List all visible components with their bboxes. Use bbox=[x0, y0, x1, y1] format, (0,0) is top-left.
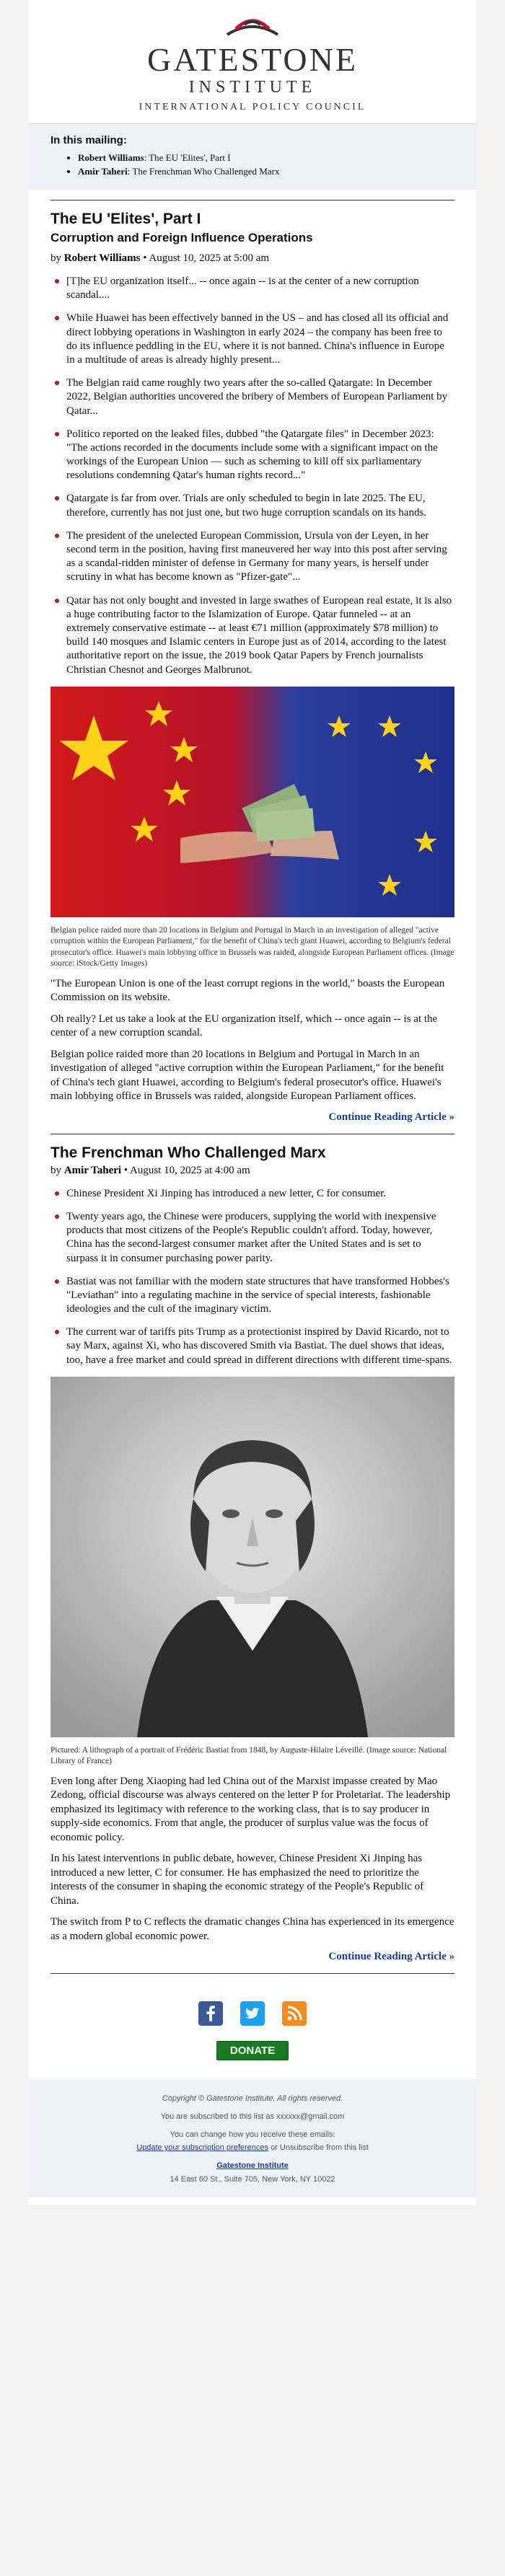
rss-icon[interactable] bbox=[282, 2001, 307, 2026]
summary-bullet: While Huawei has been effectively banned in the US – and has closed all its official and direct lobbying operations in Washington in early 2024 – the company has been free to do its influence peddling in the EU, where it is not banned. China's influence in Europe in a multitude of areas is already highly present... bbox=[50, 312, 454, 367]
body-paragraph: Even long after Deng Xiaoping had led China out of the Marxist impasse created by Mao Zedong, official discourse was always centered on the letter P for Proletariat. The leadership emphasized its legitimacy with reference to the working class, that is to say producer in supply-side economics. From that angle, the producer of surplus value was the focus of economic policy. bbox=[50, 1775, 451, 1843]
preferences-notice: You can change how you receive these emails: bbox=[170, 2130, 335, 2139]
summary-bullet: Chinese President Xi Jinping has introduced a new letter, C for consumer. bbox=[50, 1187, 454, 1201]
by-label: by bbox=[50, 1164, 61, 1176]
article-image-bastiat-portrait[interactable] bbox=[50, 1377, 454, 1741]
email-footer bbox=[29, 2079, 476, 2197]
facebook-icon[interactable] bbox=[198, 2001, 223, 2026]
summary-bullet: Qatargate is far from over. Trials are only scheduled to begin in late 2025. The EU, therefore, currently has not just one, but two huge corruption scandals on its hands. bbox=[50, 492, 454, 519]
body-paragraph: The switch from P to C reflects the dramatic changes China has experienced in its emergence as a modern global economic power. bbox=[50, 1916, 454, 1942]
article-eu-elites bbox=[50, 211, 454, 1124]
article-byline bbox=[50, 1165, 454, 1177]
donate-button[interactable]: DONATE bbox=[216, 2041, 289, 2060]
social-links bbox=[50, 1984, 454, 2068]
article-date: • August 10, 2025 at 4:00 am bbox=[123, 1164, 250, 1176]
twitter-icon[interactable] bbox=[240, 2001, 265, 2026]
summary-bullet: [T]he EU organization itself... -- once again -- is at the center of a new corruption scandal.... bbox=[50, 275, 454, 302]
contents-item[interactable] bbox=[78, 166, 454, 177]
body-paragraph: In his latest interventions in public debate, however, Chinese President Xi Jinping has introduced a new letter, C for consumer. He has emphasized the need to prioritize the interests of the consumer in shaping the economic strategy of the People's Republic of China. bbox=[50, 1853, 424, 1907]
by-label: by bbox=[50, 252, 61, 264]
mailing-address: 14 East 60 St., Suite 705, New York, NY 10022 bbox=[170, 2174, 335, 2184]
contents-title: : The EU 'Elites', Part I bbox=[144, 152, 231, 163]
summary-bullet: The president of the unelected European Commission, Ursula von der Leyen, in her second term in the position, having first maneuvered her way into this post after serving as a scandal-ridden minister of defense in Germany for many years, is herself under scrutiny in what has become known as "Pfizer-gate"... bbox=[50, 529, 454, 585]
mailing-contents bbox=[29, 123, 476, 190]
email-container bbox=[29, 0, 476, 2205]
body-paragraph: Oh really? Let us take a look at the EU organization itself, which -- once again -- is at the center of a new corruption scandal. bbox=[50, 1013, 438, 1039]
brand-subtitle: INSTITUTE bbox=[188, 78, 317, 97]
summary-bullets bbox=[50, 275, 454, 677]
image-caption: Belgian police raided more than 20 locations in Belgium and Portugal in March in an investigation of alleged "active corruption within the European Parliament," for the benefit of China's tech giant Huawei, according to Belgium's federal prosecutor's office. Huawei's main lobbying office in Brussels was raided, alongside European Parliament offices. (Image source: iStock/Getty Images) bbox=[50, 925, 454, 969]
summary-bullet: Twenty years ago, the Chinese were producers, supplying the world with inexpensive products that most citizens of the People's Republic couldn't afford. Today, however, China has the second-largest consumer market after the United States and is set to surpass it in consumer purchasing power parity. bbox=[50, 1210, 454, 1266]
contents-author: Amir Taheri bbox=[78, 166, 128, 177]
continue-reading-anchor[interactable]: Continue Reading Article » bbox=[328, 1951, 454, 1963]
summary-bullets bbox=[50, 1187, 454, 1367]
summary-bullet: Politico reported on the leaked files, dubbed "the Qatargate files" in December 2023: "The actions recorded in the documents include some with a significant impact on the workings of the European Union — such as scheming to kill off six parliamentary resolutions condemning Qatar's human rights record..." bbox=[50, 428, 454, 483]
author-name[interactable]: Robert Williams bbox=[63, 252, 141, 264]
divider bbox=[50, 1973, 454, 1974]
body-paragraph: "The European Union is one of the least corrupt regions in the world," boasts the European Commission on its website. bbox=[50, 977, 445, 1004]
summary-bullet: Qatar has not only bought and invested in large swathes of European real estate, it is also a huge contributing factor to the Islamization of Europe. Qatar funneled -- at an extremely conservative estimate -- at least €71 million (approximately $78 million) to build 140 mosques and Islamic centers in Europe just as of 2014, according to the latest authoritative report on the issue, the 2019 book Qatar Papers by French journalists Christian Chesnot and Georges Malbrunot. bbox=[50, 594, 454, 677]
article-frenchman-marx bbox=[50, 1144, 454, 1964]
author-name[interactable]: Amir Taheri bbox=[63, 1164, 122, 1176]
summary-bullet: The current war of tariffs pits Trump as a protectionist inspired by David Ricardo, not to say Marx, against Xi, who has discovered Smith via Bastiat. The duel shows that ideas, too, have a free market and could spread in different directions with different time-spans. bbox=[50, 1326, 454, 1367]
logo-emblem-icon bbox=[220, 13, 285, 40]
continue-reading-anchor[interactable]: Continue Reading Article » bbox=[328, 1111, 454, 1123]
article-date: • August 10, 2025 at 5:00 am bbox=[143, 252, 270, 264]
contents-author: Robert Williams bbox=[78, 152, 144, 163]
article-title[interactable]: The Frenchman Who Challenged Marx bbox=[50, 1144, 326, 1161]
copyright-text: Copyright © Gatestone Institute. All rights reserved. bbox=[162, 2094, 343, 2104]
article-title[interactable]: The EU 'Elites', Part I bbox=[50, 211, 201, 227]
china-eu-flags-illustration bbox=[50, 687, 454, 917]
image-caption: Pictured: A lithograph of a portrait of Frédéric Bastiat from 1848, by Auguste-Hilaire Léveillé. (Image source: National Library of France) bbox=[50, 1745, 447, 1766]
contents-item[interactable] bbox=[78, 152, 454, 164]
brand-logo[interactable] bbox=[50, 9, 454, 123]
continue-reading-link-1[interactable] bbox=[50, 1111, 454, 1124]
summary-bullet: Bastiat was not familiar with the modern state structures that have transformed Hobbes's "Leviathan" into a regulating machine in the service of special interests, fashionable ideologies and the cult of the imaginary victim. bbox=[50, 1275, 454, 1317]
brand-tagline: INTERNATIONAL POLICY COUNCIL bbox=[139, 102, 366, 113]
bastiat-lithograph-portrait bbox=[50, 1377, 454, 1737]
article-subtitle: Corruption and Foreign Influence Operations bbox=[50, 231, 313, 244]
organization-link[interactable]: Gatestone Institute bbox=[216, 2161, 289, 2171]
update-preferences-link[interactable]: Update your subscription preferences bbox=[136, 2143, 269, 2153]
body-paragraph: Belgian police raided more than 20 locations in Belgium and Portugal in March in an investigation of alleged "active corruption within the European Parliament," for the benefit of China's tech giant Huawei, according to Belgium's federal prosecutor's office. Huawei's main lobbying office in Brussels was raided, alongside European Parliament offices. bbox=[50, 1048, 444, 1103]
unsubscribe-text[interactable]: or Unsubscribe from this list bbox=[268, 2143, 369, 2153]
article-image-flags-money[interactable] bbox=[50, 687, 454, 921]
subscription-notice: You are subscribed to this list as xxxxxx@gmail.com bbox=[160, 2112, 345, 2122]
contents-title: : The Frenchman Who Challenged Marx bbox=[127, 166, 280, 177]
article-byline bbox=[50, 252, 454, 265]
summary-bullet: The Belgian raid came roughly two years after the so-called Qatargate: In December 2022, Belgian authorities uncovered the bribery of Members of European Parliament by Qatar... bbox=[50, 376, 454, 418]
brand-name: GATESTONE bbox=[147, 41, 358, 78]
continue-reading-link-2[interactable] bbox=[50, 1951, 454, 1963]
contents-heading: In this mailing: bbox=[50, 134, 127, 146]
preferences-line bbox=[50, 2141, 454, 2155]
